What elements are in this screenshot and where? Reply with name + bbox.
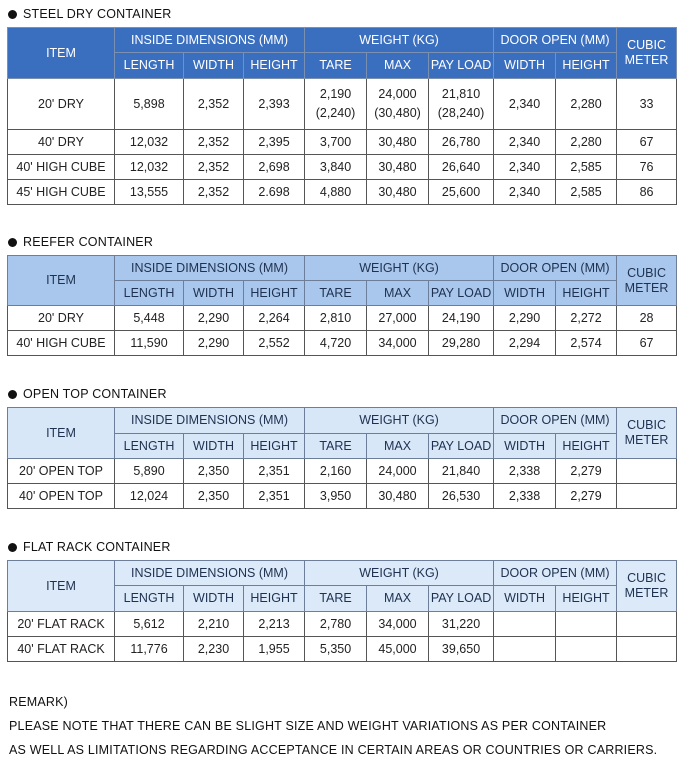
header-max: MAX (367, 434, 429, 459)
cell-tare (305, 79, 367, 130)
header-length: LENGTH (115, 434, 184, 459)
cell-height: 2,395 (244, 130, 305, 155)
header-door-width: WIDTH (494, 586, 556, 612)
header-height: HEIGHT (244, 586, 305, 612)
tare-value: 2,190 (319, 87, 352, 101)
cell-cubic (617, 459, 677, 484)
section-title-text: REEFER CONTAINER (23, 235, 154, 249)
bullet-icon (8, 10, 17, 19)
cell-length: 5,612 (115, 612, 184, 637)
cell-max: 34,000 (367, 331, 429, 356)
cell-door-width: 2,340 (494, 155, 556, 180)
cell-height: 2,213 (244, 612, 305, 637)
header-payload: PAY LOAD (429, 53, 494, 79)
table-row (8, 612, 677, 637)
cell-length: 5,448 (115, 306, 184, 331)
header-cubic-meter (617, 28, 677, 79)
cell-cubic (617, 612, 677, 637)
header-max: MAX (367, 586, 429, 612)
cell-width: 2,352 (184, 180, 244, 205)
header-inside-dimensions: INSIDE DIMENSIONS (MM) (115, 408, 305, 434)
tare-alt-value: (2,240) (315, 106, 356, 120)
cell-item: 20' FLAT RACK (8, 612, 115, 637)
header-height: HEIGHT (244, 53, 305, 79)
header-item: ITEM (8, 561, 115, 612)
cell-length: 13,555 (115, 180, 184, 205)
cell-payload: 26,530 (429, 484, 494, 509)
cell-cubic: 86 (617, 180, 677, 205)
remarks-line-2: AS WELL AS LIMITATIONS REGARDING ACCEPTANCE IN CERTAIN AREAS OR COUNTRIES OR CARRIERS. (9, 743, 658, 757)
cell-cubic: 28 (617, 306, 677, 331)
header-length: LENGTH (115, 53, 184, 79)
cell-height: 2,393 (244, 79, 305, 130)
cell-item: 40' DRY (8, 130, 115, 155)
cell-height: 2,264 (244, 306, 305, 331)
cell-tare: 3,700 (305, 130, 367, 155)
table-row (8, 331, 677, 356)
cell-tare: 5,350 (305, 637, 367, 662)
header-door-open: DOOR OPEN (MM) (494, 28, 617, 53)
header-door-width: WIDTH (494, 281, 556, 306)
cell-cubic: 67 (617, 331, 677, 356)
cell-cubic: 67 (617, 130, 677, 155)
header-item: ITEM (8, 256, 115, 306)
header-cubic-meter (617, 561, 677, 612)
cubic-line1: CUBIC (627, 571, 666, 585)
cell-tare: 2,160 (305, 459, 367, 484)
cell-tare: 3,950 (305, 484, 367, 509)
cell-max: 27,000 (367, 306, 429, 331)
cell-width: 2,352 (184, 79, 244, 130)
section-title-steel-dry (8, 6, 172, 22)
cell-door-width: 2,340 (494, 130, 556, 155)
cell-width: 2,350 (184, 459, 244, 484)
cell-height: 1,955 (244, 637, 305, 662)
cell-door-width: 2,290 (494, 306, 556, 331)
cell-door-height: 2,585 (556, 155, 617, 180)
header-max: MAX (367, 281, 429, 306)
header-width: WIDTH (184, 434, 244, 459)
cell-height: 2,698 (244, 155, 305, 180)
cell-item: 20' DRY (8, 79, 115, 130)
cell-door-width (494, 612, 556, 637)
table-row (8, 180, 677, 205)
table-row (8, 637, 677, 662)
cell-height: 2,351 (244, 459, 305, 484)
header-door-open: DOOR OPEN (MM) (494, 256, 617, 281)
cell-door-height (556, 637, 617, 662)
header-door-height: HEIGHT (556, 53, 617, 79)
bullet-icon (8, 238, 17, 247)
cell-item: 40' HIGH CUBE (8, 155, 115, 180)
header-weight: WEIGHT (KG) (305, 256, 494, 281)
header-width: WIDTH (184, 281, 244, 306)
cell-max: 24,000 (367, 459, 429, 484)
cell-door-height (556, 612, 617, 637)
cell-length: 11,776 (115, 637, 184, 662)
cell-door-height: 2,272 (556, 306, 617, 331)
header-height: HEIGHT (244, 281, 305, 306)
cell-width: 2,210 (184, 612, 244, 637)
table-row (8, 459, 677, 484)
cell-width: 2,290 (184, 331, 244, 356)
cubic-line1: CUBIC (627, 418, 666, 432)
section-title-flat-rack (8, 539, 171, 555)
cell-door-height: 2,585 (556, 180, 617, 205)
remarks-heading: REMARK) (9, 695, 69, 709)
header-door-height: HEIGHT (556, 434, 617, 459)
header-weight: WEIGHT (KG) (305, 408, 494, 434)
reefer-table (7, 255, 677, 356)
header-payload: PAY LOAD (429, 586, 494, 612)
cell-length: 12,032 (115, 155, 184, 180)
payload-alt-value: (28,240) (437, 106, 485, 120)
cell-item: 20' DRY (8, 306, 115, 331)
cubic-line2: METER (624, 586, 669, 600)
header-door-open: DOOR OPEN (MM) (494, 408, 617, 434)
section-title-text: OPEN TOP CONTAINER (23, 387, 167, 401)
cell-max: 30,480 (367, 180, 429, 205)
header-max: MAX (367, 53, 429, 79)
cell-cubic: 76 (617, 155, 677, 180)
header-inside-dimensions: INSIDE DIMENSIONS (MM) (115, 561, 305, 586)
cell-max (367, 79, 429, 130)
cell-height: 2,552 (244, 331, 305, 356)
cell-door-width: 2,340 (494, 79, 556, 130)
cubic-line2: METER (624, 433, 669, 447)
cell-item: 40' HIGH CUBE (8, 331, 115, 356)
cubic-line1: CUBIC (627, 265, 666, 280)
cell-payload: 39,650 (429, 637, 494, 662)
header-length: LENGTH (115, 281, 184, 306)
max-alt-value: (30,480) (374, 106, 421, 120)
cell-door-height: 2,280 (556, 130, 617, 155)
header-door-open: DOOR OPEN (MM) (494, 561, 617, 586)
cell-door-width: 2,340 (494, 180, 556, 205)
cell-height: 2,351 (244, 484, 305, 509)
cell-tare: 2,780 (305, 612, 367, 637)
cell-door-height: 2,280 (556, 79, 617, 130)
cell-door-width: 2,338 (494, 484, 556, 509)
cell-cubic (617, 484, 677, 509)
cell-item: 40' FLAT RACK (8, 637, 115, 662)
header-door-height: HEIGHT (556, 586, 617, 612)
cell-door-height: 2,279 (556, 484, 617, 509)
cell-door-width: 2,294 (494, 331, 556, 356)
section-title-open-top (8, 386, 167, 402)
cubic-line1: CUBIC (627, 38, 666, 52)
cell-tare: 3,840 (305, 155, 367, 180)
remarks (9, 691, 657, 763)
cell-door-width (494, 637, 556, 662)
header-item: ITEM (8, 408, 115, 459)
cell-door-width: 2,338 (494, 459, 556, 484)
header-width: WIDTH (184, 586, 244, 612)
cell-cubic (617, 637, 677, 662)
header-height: HEIGHT (244, 434, 305, 459)
cubic-line2: METER (624, 53, 669, 67)
cell-item: 40' OPEN TOP (8, 484, 115, 509)
cell-width: 2,352 (184, 130, 244, 155)
cell-height: 2.698 (244, 180, 305, 205)
table-row (8, 155, 677, 180)
cell-max: 34,000 (367, 612, 429, 637)
cell-length: 5,898 (115, 79, 184, 130)
table-row (8, 484, 677, 509)
cell-payload: 26,780 (429, 130, 494, 155)
header-cubic-meter (617, 408, 677, 459)
cell-cubic: 33 (617, 79, 677, 130)
header-door-width: WIDTH (494, 53, 556, 79)
cell-length: 12,032 (115, 130, 184, 155)
cell-tare: 4,880 (305, 180, 367, 205)
header-weight: WEIGHT (KG) (305, 28, 494, 53)
cell-payload: 25,600 (429, 180, 494, 205)
cell-payload: 29,280 (429, 331, 494, 356)
cubic-line2: METER (624, 280, 669, 295)
cell-payload: 26,640 (429, 155, 494, 180)
cell-max: 45,000 (367, 637, 429, 662)
cell-tare: 4,720 (305, 331, 367, 356)
cell-item: 20' OPEN TOP (8, 459, 115, 484)
flat-rack-table (7, 560, 677, 662)
header-door-width: WIDTH (494, 434, 556, 459)
cell-width: 2,350 (184, 484, 244, 509)
section-title-reefer (8, 234, 153, 250)
header-weight: WEIGHT (KG) (305, 561, 494, 586)
table-row (8, 79, 677, 130)
remarks-line-1: PLEASE NOTE THAT THERE CAN BE SLIGHT SIZE AND WEIGHT VARIATIONS AS PER CONTAINER (9, 719, 607, 733)
header-width: WIDTH (184, 53, 244, 79)
cell-width: 2,290 (184, 306, 244, 331)
header-tare: TARE (305, 53, 367, 79)
cell-length: 11,590 (115, 331, 184, 356)
header-inside-dimensions: INSIDE DIMENSIONS (MM) (115, 256, 305, 281)
cell-max: 30,480 (367, 155, 429, 180)
open-top-table (7, 407, 677, 509)
header-cubic-meter (617, 256, 677, 306)
header-item: ITEM (8, 28, 115, 79)
cell-item: 45' HIGH CUBE (8, 180, 115, 205)
cell-length: 12,024 (115, 484, 184, 509)
header-payload: PAY LOAD (429, 434, 494, 459)
header-door-height: HEIGHT (556, 281, 617, 306)
cell-length: 5,890 (115, 459, 184, 484)
payload-value: 21,810 (441, 87, 481, 101)
table-row (8, 306, 677, 331)
cell-max: 30,480 (367, 484, 429, 509)
section-title-text: STEEL DRY CONTAINER (23, 7, 172, 21)
cell-door-height: 2,574 (556, 331, 617, 356)
header-length: LENGTH (115, 586, 184, 612)
header-tare: TARE (305, 281, 367, 306)
bullet-icon (8, 543, 17, 552)
header-payload: PAY LOAD (429, 281, 494, 306)
section-title-text: FLAT RACK CONTAINER (23, 540, 171, 554)
header-tare: TARE (305, 434, 367, 459)
bullet-icon (8, 390, 17, 399)
cell-door-height: 2,279 (556, 459, 617, 484)
table-row (8, 130, 677, 155)
cell-width: 2,352 (184, 155, 244, 180)
cell-payload: 31,220 (429, 612, 494, 637)
header-inside-dimensions: INSIDE DIMENSIONS (MM) (115, 28, 305, 53)
header-tare: TARE (305, 586, 367, 612)
cell-payload: 21,840 (429, 459, 494, 484)
max-value: 24,000 (378, 87, 417, 101)
cell-payload (429, 79, 494, 130)
cell-tare: 2,810 (305, 306, 367, 331)
cell-max: 30,480 (367, 130, 429, 155)
cell-payload: 24,190 (429, 306, 494, 331)
cell-width: 2,230 (184, 637, 244, 662)
steel-dry-table (7, 27, 677, 205)
